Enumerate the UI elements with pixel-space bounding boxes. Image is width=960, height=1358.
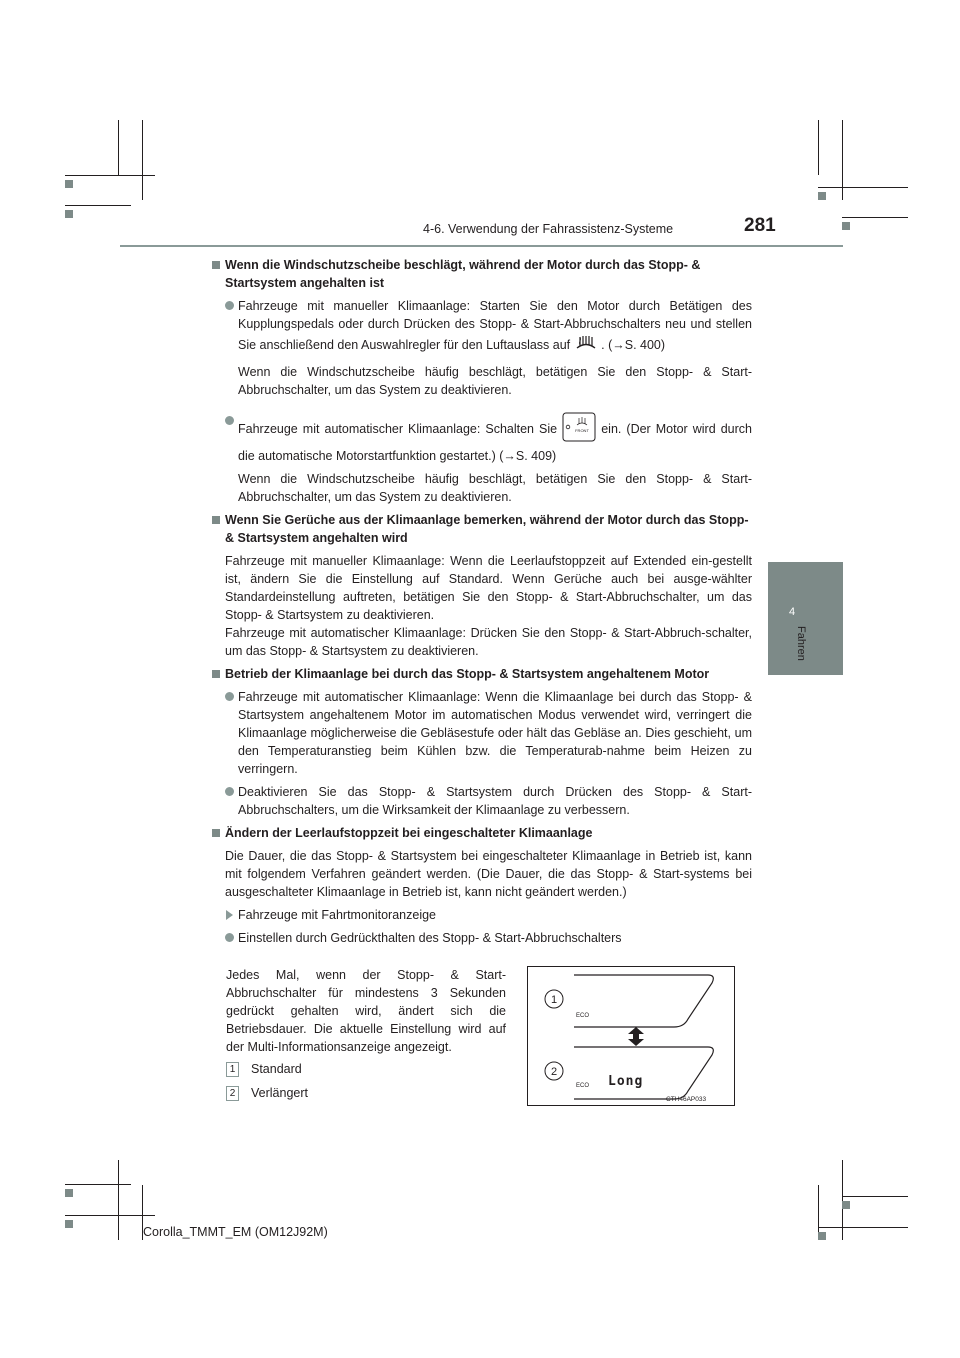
chapter-number: 4 [789, 606, 796, 618]
chapter-label: Fahren [795, 626, 807, 661]
bullet-text-end: . (→S. 400) [601, 337, 666, 352]
legend-number: 2 [226, 1086, 239, 1101]
bullet-item [212, 688, 752, 778]
paragraph: Fahrzeuge mit manueller Klimaanlage: Wenn die Leerlaufstoppzeit auf Extended ein-gestellt ist, ändern Sie die Einstellung auf Standard. Wenn Gerüche auch bei ausge-wählter Standardeinstellung auftreten, betätigen Sie den Stopp- & Start-Abbruchschalter, um das Stopp- & Startsystem zu deaktivieren. [225, 554, 752, 622]
note-text: Wenn die Windschutzscheibe häufig beschlägt, betätigen Sie den Stopp- & Start-Abbruchschalter, um das System zu deaktivieren. [238, 365, 752, 397]
crop-mark [118, 120, 119, 175]
bullet-item [212, 783, 752, 819]
heading-defog: Wenn die Windschutzscheibe beschlägt, während der Motor durch das Stopp- & Startsystem angehalten ist [212, 256, 752, 292]
bullet-text: Deaktivieren Sie das Stopp- & Startsystem durch Drücken des Stopp- & Start-Abbruchschalters, um die Wirksamkeit der Klimaanlage zu verbessern. [238, 785, 752, 817]
bullet-text: Einstellen durch Gedrückthalten des Stopp- & Start-Abbruchschalters [238, 931, 622, 945]
bullet-dot [225, 933, 234, 942]
crop-mark [818, 120, 819, 175]
page-number: 281 [744, 215, 776, 236]
paragraph: Fahrzeuge mit automatischer Klimaanlage: Drücken Sie den Stopp- & Start-Abbruch-schalter, um das Stopp- & Startsystem zu deaktivieren. [225, 626, 752, 658]
bullet-text: Fahrzeuge mit manueller Klimaanlage: Starten Sie den Motor durch Betätigen des Kupplungspedals oder durch Drücken des Stopp- & Start-Abbruchschalters neu und stellen Sie anschließend den Auswahlregler für den Luftauslass auf [238, 299, 752, 352]
display-illustration [527, 966, 735, 1106]
paragraph: Die Dauer, die das Stopp- & Startsystem bei eingeschalteter Klimaanlage in Betrieb ist, kann mit folgendem Verfahren geändert werden. (Die Dauer, die das Stopp- & Start-systems bei ausgeschalteter Klimaanlage in Betrieb ist, kann nicht geändert werden.) [225, 849, 752, 899]
crop-mark [65, 1184, 131, 1185]
callout-2: 2 [550, 1066, 558, 1078]
crop-mark [818, 1227, 908, 1228]
triangle-bullet-icon [226, 910, 233, 920]
legend-label: Verlängert [251, 1086, 308, 1100]
crop-mark [118, 1160, 119, 1240]
section-title: 4-6. Verwendung der Fahrassistenz-Systeme [423, 222, 674, 236]
legend-item-1 [226, 1060, 506, 1078]
legend-label: Standard [251, 1062, 302, 1076]
footer-text: Corolla_TMMT_EM (OM12J92M) [143, 1225, 328, 1239]
crop-mark [65, 1215, 155, 1216]
heading-idle-stop-time: Ändern der Leerlaufstoppzeit bei eingeschalteter Klimaanlage [212, 824, 752, 842]
figure-code: CTH46AP033 [666, 1096, 707, 1103]
subsection-item [212, 906, 752, 924]
front-defrost-button-icon [562, 412, 596, 447]
legend-number: 1 [226, 1062, 239, 1077]
callout-1: 1 [550, 994, 558, 1006]
crop-mark [818, 187, 908, 188]
long-indicator: Long [608, 1074, 644, 1089]
main-content [212, 256, 752, 952]
bullet-dot [225, 692, 234, 701]
crop-mark [842, 217, 908, 218]
heading-odor: Wenn Sie Gerüche aus der Klimaanlage bemerken, während der Motor durch das Stopp- & Startsystem angehalten wird [212, 511, 752, 547]
crop-mark [65, 175, 155, 176]
bullet-text: Fahrzeuge mit automatischer Klimaanlage: Schalten Sie [238, 421, 558, 436]
eco-label: ECO [576, 1083, 590, 1089]
bullet-manual-ac [212, 297, 752, 358]
windshield-defrost-icon [574, 333, 598, 358]
bullet-item [212, 929, 752, 947]
front-label: FRONT [575, 428, 590, 433]
legend-item-2 [226, 1084, 506, 1102]
crop-mark [842, 120, 843, 200]
bullet-text-end: ein. (Der Motor wird durch die automatische Motorstartfunktion gestartet.) (→S. 409) [238, 421, 752, 463]
bullet-text: Fahrzeuge mit Fahrtmonitoranzeige [238, 908, 437, 922]
bullet-dot [225, 416, 234, 425]
bullet-dot [225, 787, 234, 796]
crop-mark [842, 1160, 843, 1240]
heading-ac-operation: Betrieb der Klimaanlage bei durch das Stopp- & Startsystem angehaltenem Motor [212, 665, 752, 683]
eco-label: ECO [576, 1013, 590, 1019]
header-rule [120, 245, 843, 247]
bullet-dot [225, 301, 234, 310]
crop-mark [65, 205, 131, 206]
crop-mark [142, 120, 143, 200]
crop-mark [842, 1196, 908, 1197]
note-text: Wenn die Windschutzscheibe häufig beschlägt, betätigen Sie den Stopp- & Start-Abbruchschalter, um das System zu deaktivieren. [238, 472, 752, 504]
double-arrow-icon [628, 1027, 644, 1046]
figure-description: Jedes Mal, wenn der Stopp- & Start-Abbruchschalter für mindestens 3 Sekunden gedrückt gehalten wird, ändert sich die Betriebsdauer. Die aktuelle Einstellung wird auf der Multi-Informationsanzeige angezeigt. [226, 968, 506, 1054]
bullet-auto-ac [212, 412, 752, 465]
bullet-text: Fahrzeuge mit automatischer Klimaanlage: Wenn die Klimaanlage bei durch das Stopp- & Startsystem angehaltenem Motor im automatischen Modus verwendet wird, verringert die Klimaanlage möglicherweise die Gebläsestufe oder hält das Gebläse an. Dies geschieht, um den Temperaturanstieg beim Kühlen bzw. die Temperaturab-nahme beim Heizen zu verringern. [238, 690, 752, 776]
